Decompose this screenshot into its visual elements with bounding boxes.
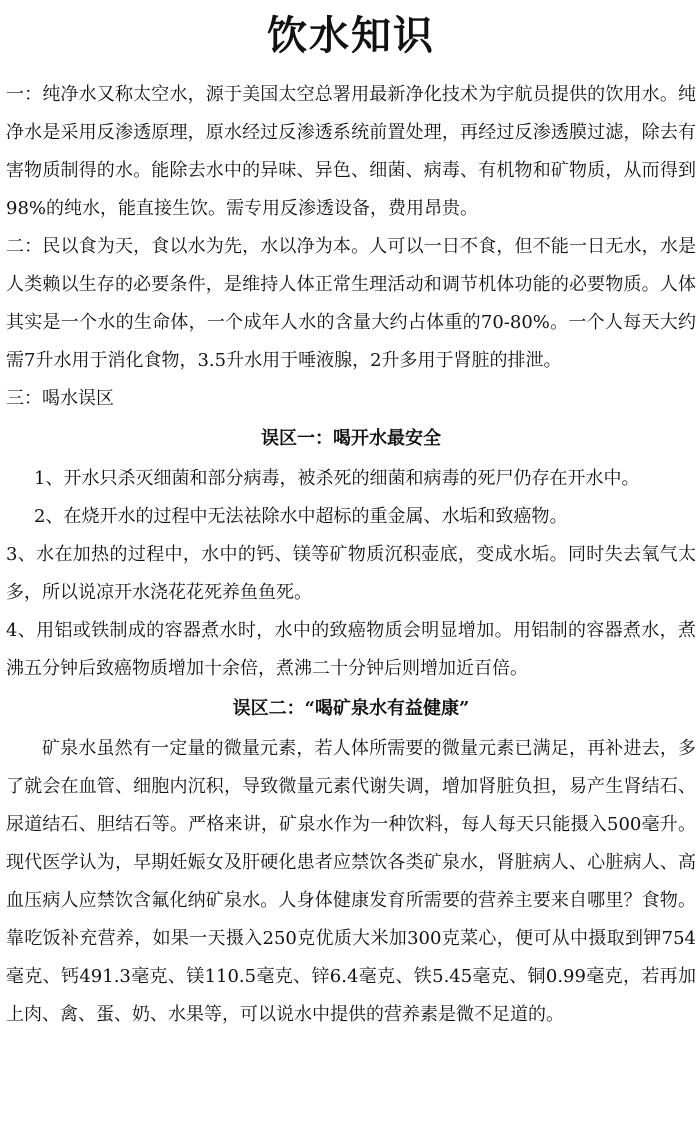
myth-one-item-2: 2、在烧开水的过程中无法祛除水中超标的重金属、水垢和致癌物。 <box>34 506 568 527</box>
myth-two-heading: 误区二：“喝矿泉水有益健康” <box>232 698 470 719</box>
myth-one-item-1: 1、开水只杀灭细菌和部分病毒，被杀死的细菌和病毒的死尸仍存在开水中。 <box>34 468 640 489</box>
section-one-paragraph: 一：纯净水又称太空水，源于美国太空总署用最新净化技术为宇航员提供的饮用水。纯净水是采用反渗透原理，原水经过反渗透系统前置处理，再经过反渗透膜过滤，除去有害物质制得的水。能除去水中的异味、异色、细菌、病毒、有机物和矿物质，从而得到98%的纯水，能直接生饮。需专用反渗透设备，费用昂贵。 <box>6 84 696 219</box>
page-title: 饮水知识 <box>267 13 435 59</box>
myth-two-body: 矿泉水虽然有一定量的微量元素，若人体所需要的微量元素已满足，再补进去，多了就会在血管、细胞内沉积，导致微量元素代谢失调，增加肾脏负担，易产生肾结石、尿道结石、胆结石等。严格来讲，矿泉水作为一种饮料，每人每天只能摄入500毫升。现代医学认为，早期妊娠女及肝硬化患者应禁饮各类矿泉水，肾脏病人、心脏病人、高血压病人应禁饮含氟化纳矿泉水。人身体健康发育所需要的营养主要来自哪里？食物。靠吃饭补充营养，如果一天摄入250克优质大米加300克菜心，便可从中摄取到钾754毫克、钙491.3毫克、镁110.5毫克、锌6.4毫克、铁5.45毫克、铜0.99毫克，若再加上肉、禽、蛋、奶、水果等，可以说水中提供的营养素是微不足道的。 <box>6 738 696 1025</box>
myth-one-item-3: 3、水在加热的过程中，水中的钙、镁等矿物质沉积壶底，变成水垢。同时失去氧气太多，所以说凉开水浇花花死养鱼鱼死。 <box>6 544 696 603</box>
section-three-heading: 三：喝水误区 <box>6 388 114 409</box>
myth-one-item-4: 4、用铝或铁制成的容器煮水时，水中的致癌物质会明显增加。用铝制的容器煮水，煮沸五分钟后致癌物质增加十余倍，煮沸二十分钟后则增加近百倍。 <box>6 620 696 679</box>
section-two-paragraph: 二：民以食为天，食以水为先，水以净为本。人可以一日不食，但不能一日无水，水是人类赖以生存的必要条件，是维持人体正常生理活动和调节机体功能的必要物质。人体其实是一个水的生命体，一个成年人水的含量大约占体重的70-80%。一个人每天大约需7升水用于消化食物，3.5升水用于唾液腺，2升多用于肾脏的排泄。 <box>6 236 696 371</box>
myth-one-heading: 误区一：喝开水最安全 <box>261 428 441 449</box>
